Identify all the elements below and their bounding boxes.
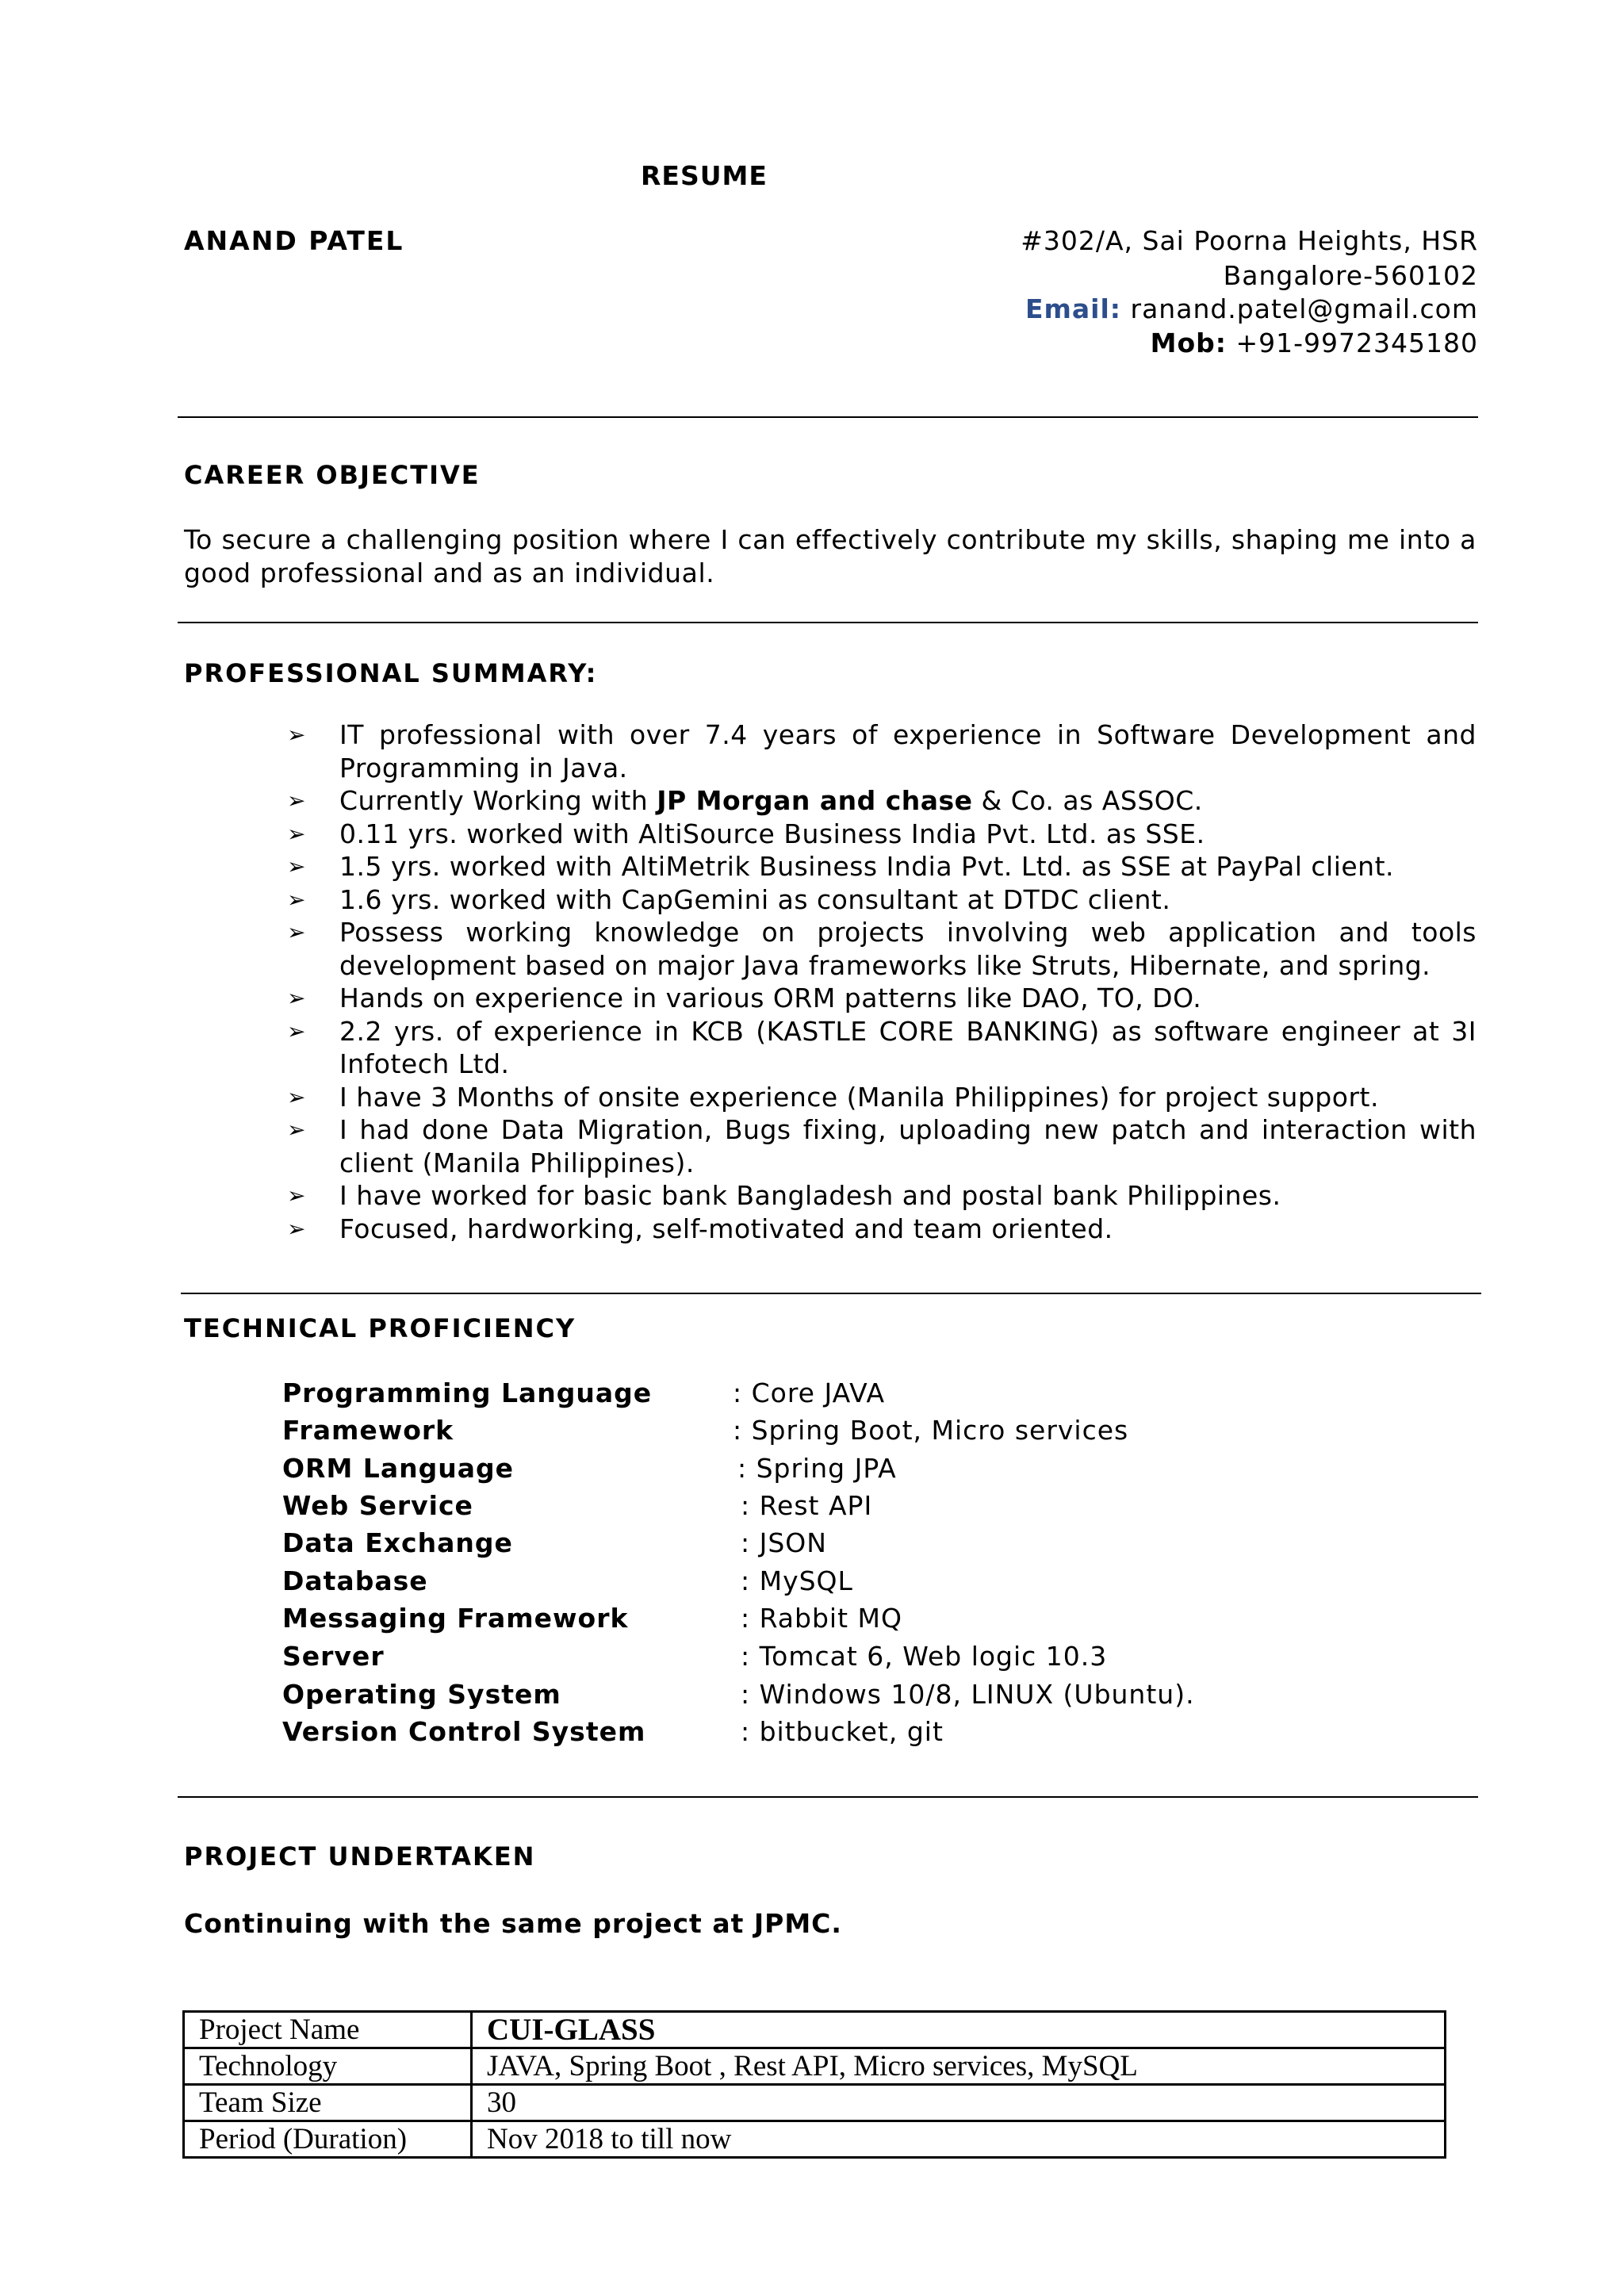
table-row <box>184 2048 1446 2085</box>
arrow-bullet-icon: ➢ <box>287 985 306 1011</box>
arrow-bullet-icon: ➢ <box>287 820 306 847</box>
project-key: Team Size <box>184 2085 472 2121</box>
tech-value: : JSON <box>741 1527 827 1558</box>
tech-value: : Rabbit MQ <box>741 1603 902 1634</box>
summary-text: Hands on experience in various ORM patterns like DAO, TO, DO. <box>339 983 1202 1013</box>
arrow-bullet-icon: ➢ <box>287 722 306 748</box>
mobile-label: Mob: <box>1150 328 1227 358</box>
project-key: Project Name <box>184 2012 472 2048</box>
summary-text: 0.11 yrs. worked with AltiSource Business India Pvt. Ltd. as SSE. <box>339 818 1205 849</box>
summary-text: I have 3 Months of onsite experience (Manila Philippines) for project support. <box>339 1081 1379 1113</box>
list-item <box>287 818 1477 851</box>
summary-text: 1.6 yrs. worked with CapGemini as consultant at DTDC client. <box>339 883 1171 915</box>
list-item <box>287 1113 1477 1179</box>
list-item <box>287 883 1477 917</box>
list-item <box>287 850 1477 883</box>
tech-label: Programming Language <box>282 1377 653 1408</box>
tech-value: : Windows 10/8, LINUX (Ubuntu). <box>741 1679 1195 1710</box>
arrow-bullet-icon: ➢ <box>287 853 306 879</box>
project-table <box>182 2010 1446 2159</box>
tech-label: Operating System <box>282 1679 561 1710</box>
arrow-bullet-icon: ➢ <box>287 1083 306 1110</box>
project-key: Period (Duration) <box>184 2121 472 2158</box>
divider <box>181 1293 1481 1294</box>
table-row <box>184 2012 1446 2048</box>
tech-value: : bitbucket, git <box>741 1716 944 1747</box>
email-label: Email: <box>1025 293 1122 324</box>
tech-label: Server <box>282 1641 385 1672</box>
career-objective-heading: CAREER OBJECTIVE <box>184 460 481 490</box>
table-row <box>184 2121 1446 2158</box>
professional-summary-heading: PROFESSIONAL SUMMARY: <box>184 658 598 688</box>
address-line-2: Bangalore-560102 <box>1223 260 1478 291</box>
divider <box>178 622 1478 623</box>
list-item <box>287 1213 1477 1246</box>
address-line-1: #302/A, Sai Poorna Heights, HSR <box>1021 225 1478 256</box>
list-item <box>287 718 1477 784</box>
list-item <box>287 916 1477 982</box>
project-subheading: Continuing with the same project at JPMC. <box>184 1908 842 1939</box>
summary-text: Currently Working with <box>339 785 657 816</box>
tech-label: Version Control System <box>282 1716 646 1747</box>
summary-text: Possess working knowledge on projects involving web application and tools development based on major Java frameworks like Struts, Hibernate, and spring. <box>339 917 1477 981</box>
list-item <box>287 1015 1477 1081</box>
arrow-bullet-icon: ➢ <box>287 886 306 913</box>
summary-text: I had done Data Migration, Bugs fixing, uploading new patch and interaction with client (Manila Philippines). <box>339 1114 1477 1178</box>
candidate-name: ANAND PATEL <box>184 225 404 256</box>
tech-label: Framework <box>282 1415 454 1446</box>
summary-text: & Co. as ASSOC. <box>972 785 1203 816</box>
divider <box>178 416 1478 418</box>
career-objective-text: To secure a challenging position where I can effectively contribute my skills, shaping me into a good professional and as an individual. <box>184 524 1477 588</box>
document-title: RESUME <box>641 160 768 191</box>
professional-summary-list <box>287 718 1477 1245</box>
tech-value: : Spring Boot, Micro services <box>733 1415 1129 1446</box>
employer-name: JP Morgan and chase <box>657 785 973 816</box>
arrow-bullet-icon: ➢ <box>287 1017 306 1044</box>
list-item <box>287 982 1477 1015</box>
arrow-bullet-icon: ➢ <box>287 787 306 814</box>
tech-label: Data Exchange <box>282 1527 513 1558</box>
table-row <box>184 2085 1446 2121</box>
mobile-value: +91-9972345180 <box>1235 328 1478 358</box>
list-item <box>287 1179 1477 1213</box>
project-value: JAVA, Spring Boot , Rest API, Micro services, MySQL <box>472 2048 1446 2085</box>
summary-text: Focused, hardworking, self-motivated and team oriented. <box>339 1213 1113 1244</box>
summary-text: 2.2 yrs. of experience in KCB (KASTLE CORE BANKING) as software engineer at 3I Infotech Ltd. <box>339 1015 1477 1079</box>
project-value: 30 <box>472 2085 1446 2121</box>
project-undertaken-heading: PROJECT UNDERTAKEN <box>184 1841 536 1872</box>
tech-value: : MySQL <box>741 1565 853 1596</box>
tech-value: : Tomcat 6, Web logic 10.3 <box>741 1641 1108 1672</box>
mobile-line <box>1151 328 1478 358</box>
project-value: CUI-GLASS <box>472 2012 1446 2048</box>
arrow-bullet-icon: ➢ <box>287 919 306 945</box>
tech-value: : Core JAVA <box>733 1377 886 1408</box>
tech-label: Web Service <box>282 1490 473 1521</box>
tech-label: ORM Language <box>282 1453 514 1484</box>
list-item <box>287 784 1477 818</box>
arrow-bullet-icon: ➢ <box>287 1182 306 1209</box>
tech-label: Database <box>282 1565 428 1596</box>
email-line <box>1025 293 1478 324</box>
arrow-bullet-icon: ➢ <box>287 1117 306 1143</box>
tech-value: : Spring JPA <box>737 1453 897 1484</box>
technical-proficiency-heading: TECHNICAL PROFICIENCY <box>184 1313 576 1343</box>
list-item <box>287 1081 1477 1114</box>
project-key: Technology <box>184 2048 472 2085</box>
summary-text: 1.5 yrs. worked with AltiMetrik Business India Pvt. Ltd. as SSE at PayPal client. <box>339 851 1395 882</box>
divider <box>178 1796 1478 1798</box>
arrow-bullet-icon: ➢ <box>287 1215 306 1242</box>
tech-label: Messaging Framework <box>282 1603 629 1634</box>
summary-text: IT professional with over 7.4 years of experience in Software Development and Programming in Java. <box>339 719 1477 784</box>
email-value: ranand.patel@gmail.com <box>1130 293 1478 324</box>
project-value: Nov 2018 to till now <box>472 2121 1446 2158</box>
tech-value: : Rest API <box>741 1490 873 1521</box>
summary-text: I have worked for basic bank Bangladesh and postal bank Philippines. <box>339 1180 1281 1211</box>
